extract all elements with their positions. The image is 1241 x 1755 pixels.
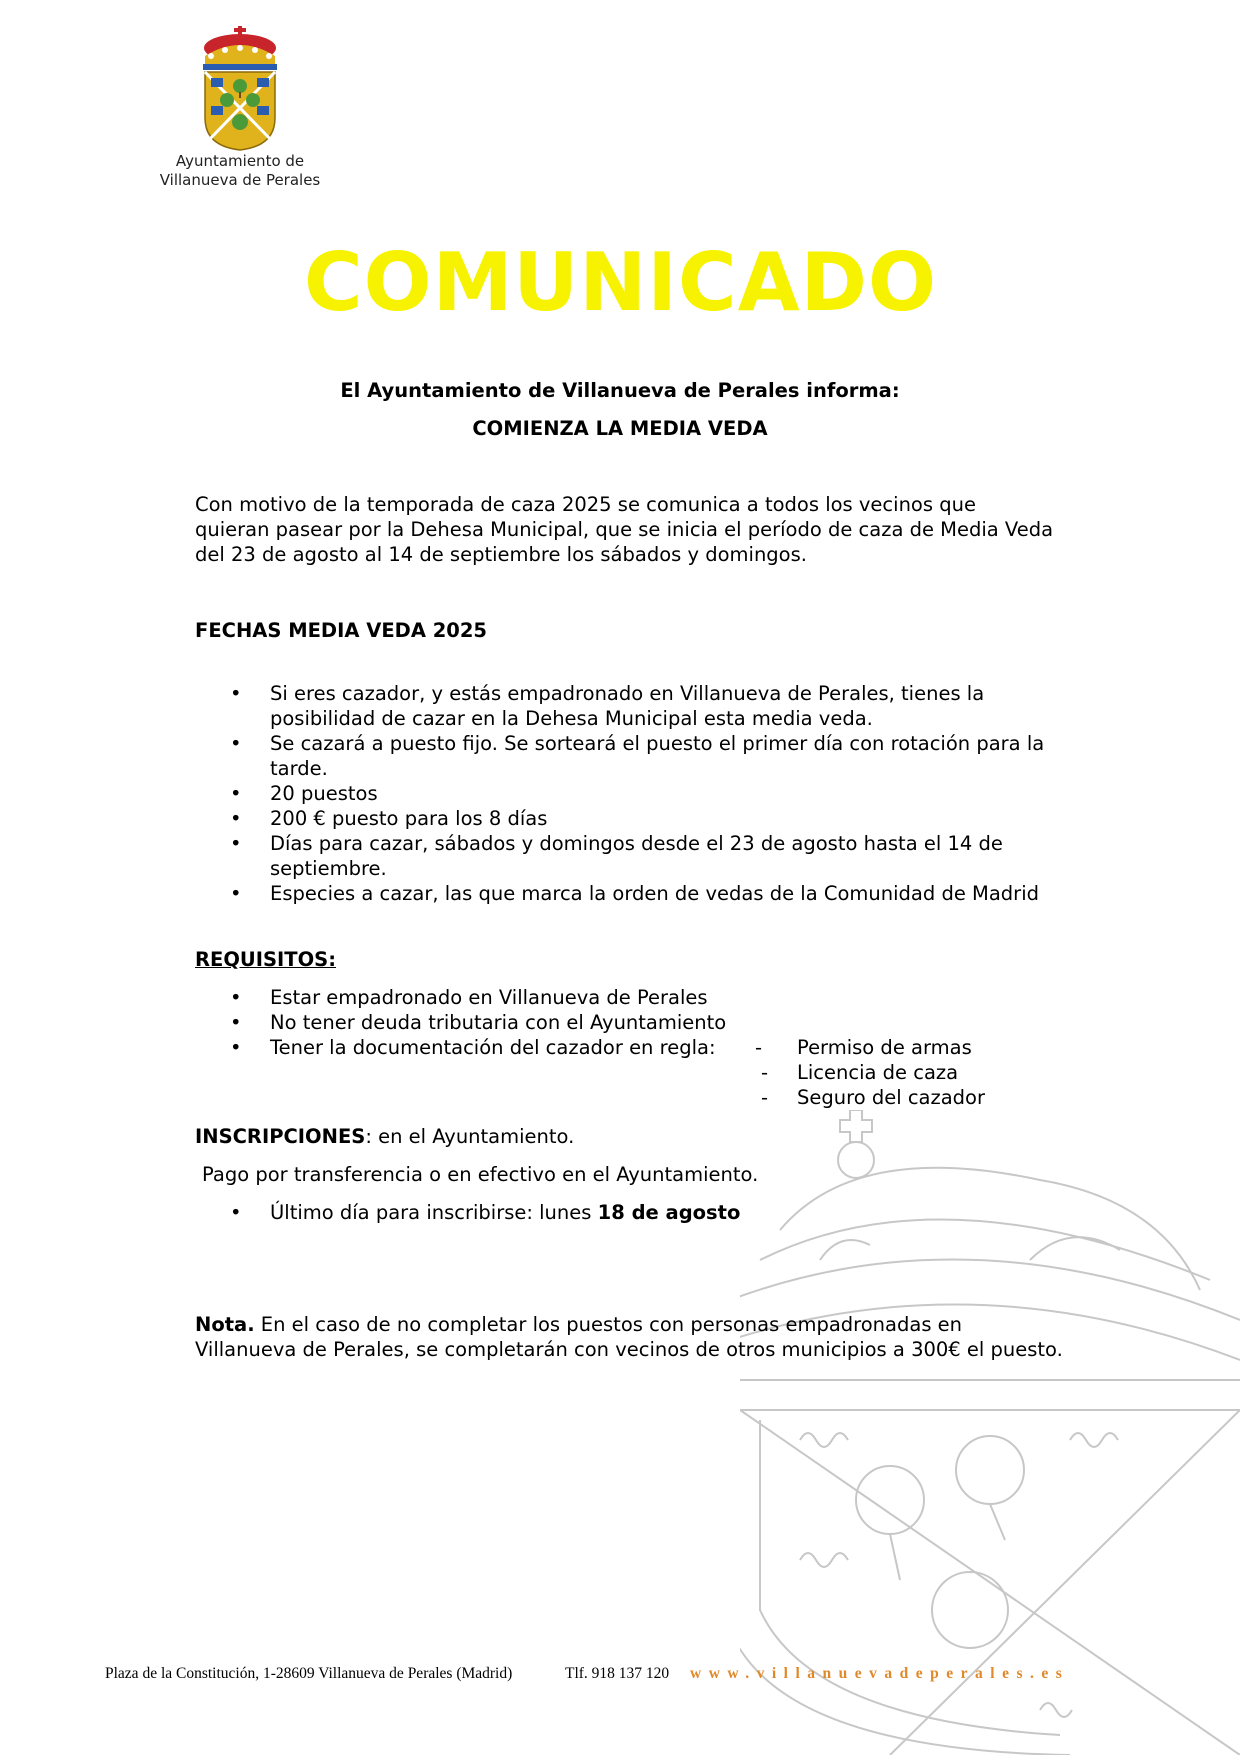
deadline-text: Último día para inscribirse: lunes xyxy=(270,1201,598,1224)
logo-line-2: Villanueva de Perales xyxy=(159,171,321,189)
sublist-item xyxy=(755,1035,985,1060)
list-item-text: 200 € puesto para los 8 días xyxy=(270,807,548,830)
bullet-icon: • xyxy=(230,832,242,855)
page-title: COMUNICADO xyxy=(303,236,938,329)
list-item xyxy=(195,1010,1055,1035)
logo-line-1: Ayuntamiento de xyxy=(175,152,305,170)
list-item xyxy=(195,681,1055,731)
municipal-logo xyxy=(140,26,340,190)
list-item xyxy=(195,831,1055,881)
list-item-text: Estar empadronado en Villanueva de Perales xyxy=(270,986,708,1009)
bullet-icon: • xyxy=(230,1201,242,1224)
bullet-icon: • xyxy=(230,682,242,705)
list-item-text: 20 puestos xyxy=(270,782,378,805)
sublist-item xyxy=(755,1085,985,1110)
intro-paragraph: Con motivo de la temporada de caza 2025 se comunica a todos los vecinos que quieran pasear por la Dehesa Municipal, que se inicia el período de caza de Media Veda del 23 de agosto al 14 de septiembre los sábados y domingos. xyxy=(195,493,1054,566)
payment-line: Pago por transferencia o en efectivo en el Ayuntamiento. xyxy=(202,1163,759,1186)
inscripciones-text: : en el Ayuntamiento. xyxy=(365,1125,575,1148)
bullet-icon: • xyxy=(230,882,242,905)
dash-icon: - xyxy=(761,1061,769,1084)
bullet-icon: • xyxy=(230,1011,242,1034)
list-item xyxy=(195,985,1055,1010)
list-item xyxy=(195,781,1055,806)
note-paragraph xyxy=(195,1312,1065,1362)
list-item xyxy=(195,806,1055,831)
fechas-list xyxy=(195,681,1055,906)
list-item-text: Especies a cazar, las que marca la orden de vedas de la Comunidad de Madrid xyxy=(270,882,1039,905)
bullet-icon: • xyxy=(230,807,242,830)
intro-line-1: El Ayuntamiento de Villanueva de Perales informa: xyxy=(340,379,900,402)
list-item-text: Días para cazar, sábados y domingos desde el 23 de agosto hasta el 14 de septiembre. xyxy=(270,832,1003,880)
bullet-icon: • xyxy=(230,1036,242,1059)
inscripciones-line xyxy=(195,1124,1055,1149)
sublist-item-text: Seguro del cazador xyxy=(797,1086,986,1109)
list-item xyxy=(195,731,1055,781)
footer-website-link[interactable]: www.villanuevadeperales.es xyxy=(690,1665,1070,1682)
documentation-sublist xyxy=(755,1035,985,1110)
requisitos-heading: REQUISITOS: xyxy=(195,948,337,971)
dash-icon: - xyxy=(755,1036,763,1059)
inscripciones-label: INSCRIPCIONES xyxy=(195,1125,366,1148)
list-item-text: Se cazará a puesto fijo. Se sorteará el puesto el primer día con rotación para la tarde. xyxy=(270,732,1045,780)
list-item xyxy=(195,881,1055,906)
fechas-heading: FECHAS MEDIA VEDA 2025 xyxy=(195,619,487,642)
note-label: Nota. xyxy=(195,1313,255,1336)
bullet-icon: • xyxy=(230,782,242,805)
list-item-text: Si eres cazador, y estás empadronado en Villanueva de Perales, tienes la posibilidad de cazar en la Dehesa Municipal esta media veda. xyxy=(270,682,985,730)
list-item-text: Tener la documentación del cazador en regla: xyxy=(270,1036,716,1059)
deadline-list xyxy=(195,1200,1055,1225)
intro-line-2: COMIENZA LA MEDIA VEDA xyxy=(472,417,768,440)
sublist-item xyxy=(755,1060,985,1085)
coat-of-arms-icon xyxy=(197,26,283,152)
note-text: En el caso de no completar los puestos con personas empadronadas en Villanueva de Perales, se completarán con vecinos de otros municipios a 300€ el puesto. xyxy=(195,1313,1063,1361)
footer-address: Plaza de la Constitución, 1-28609 Villanueva de Perales (Madrid) xyxy=(105,1665,513,1682)
bullet-icon: • xyxy=(230,986,242,1009)
deadline-date: 18 de agosto xyxy=(597,1201,741,1224)
list-item xyxy=(195,1200,1055,1225)
dash-icon: - xyxy=(761,1086,769,1109)
footer-phone: Tlf. 918 137 120 xyxy=(565,1665,670,1682)
sublist-item-text: Permiso de armas xyxy=(797,1036,972,1059)
sublist-item-text: Licencia de caza xyxy=(797,1061,959,1084)
bullet-icon: • xyxy=(230,732,242,755)
list-item-text: No tener deuda tributaria con el Ayuntamiento xyxy=(270,1011,727,1034)
